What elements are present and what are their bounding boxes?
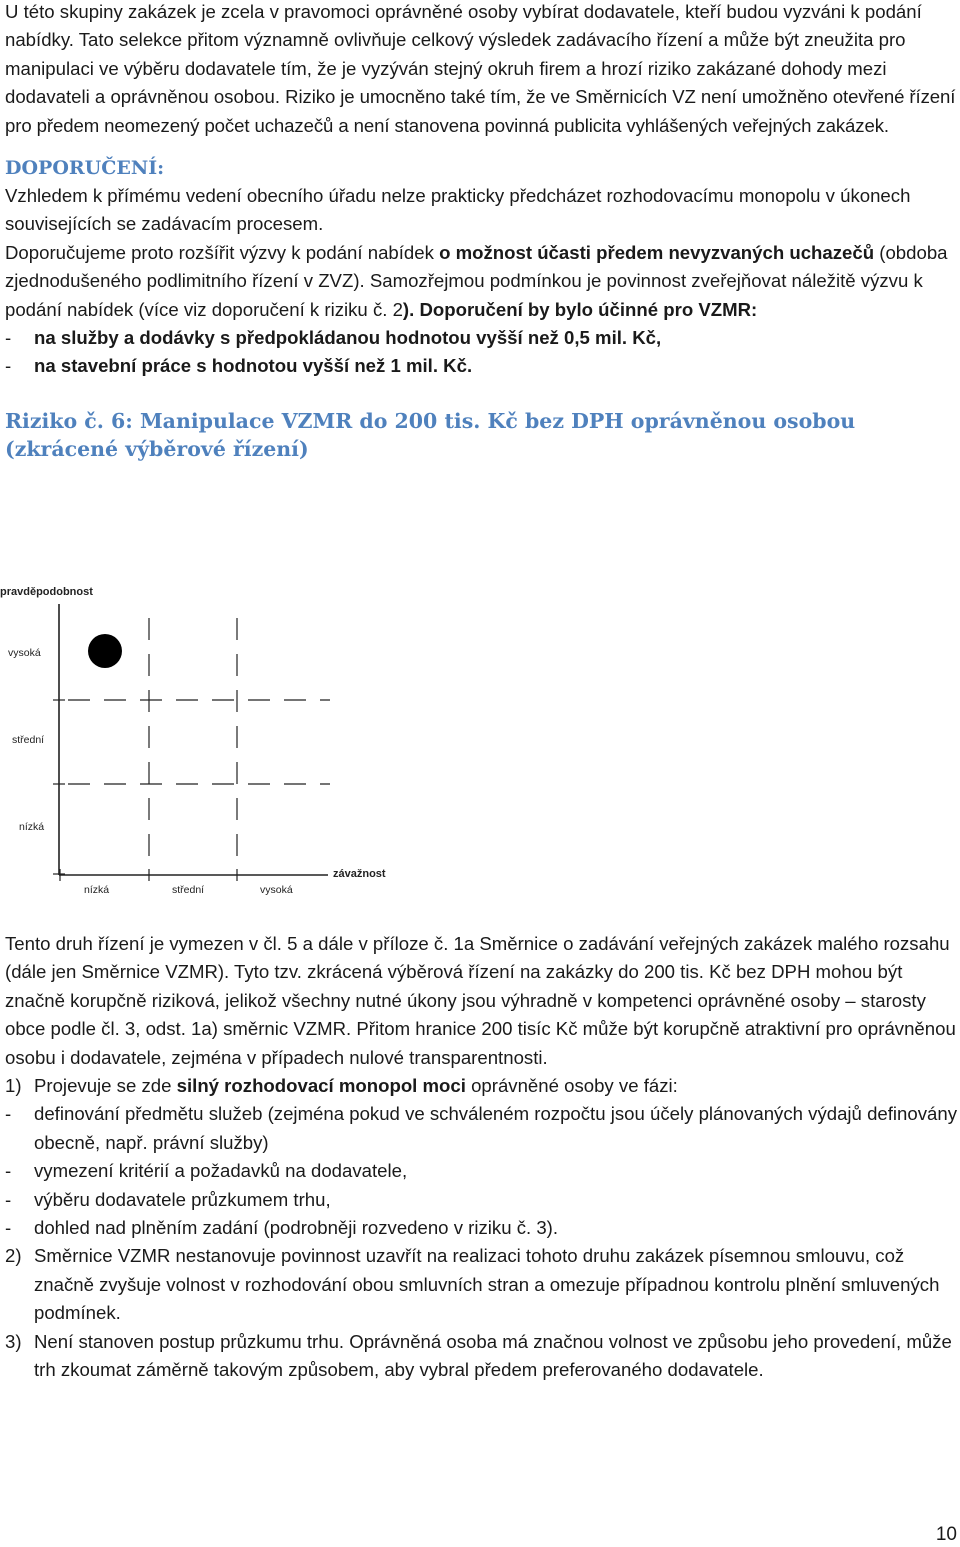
sub-item xyxy=(5,1186,957,1214)
recommendation-p2-b: o možnost účasti předem nevyzvaných uchazečů xyxy=(439,241,875,263)
body-section xyxy=(5,930,957,1385)
chart-layer xyxy=(0,586,386,896)
body-paragraph: Tento druh řízení je vymezen v čl. 5 a dále v příloze č. 1a Směrnice o zadávání veřejných zakázek malého rozsahu (dále jen Směrnice VZMR). Tyto tzv. zkrácená výběrová řízení na zakázky do 200 tis. Kč bez DPH mohou být značně korupčně riziková, jelikož všechny nutné úkony jsou výhradně v kompetenci oprávněné osoby – starosty obce podle čl. 3, odst. 1a) směrnic VZMR. Přitom hranice 200 tisíc Kč může být korupčně atraktivní pro oprávněnou osobu i dodavatele, zejména v případech nulové transparentnosti. xyxy=(5,933,956,1068)
bullet-text: na služby a dodávky s předpokládanou hodnotou vyšší než 0,5 mil. Kč, xyxy=(34,327,662,349)
sub-item xyxy=(5,1214,957,1242)
item-number: 3) xyxy=(5,1330,22,1352)
sub-item-dash: - xyxy=(5,1103,12,1125)
sub-item-text: výběru dodavatele průzkumem trhu, xyxy=(34,1188,331,1210)
y-tick-label: vysoká xyxy=(8,647,41,659)
risk-point xyxy=(88,634,122,668)
item-text-bold: silný rozhodovací monopol moci xyxy=(176,1075,466,1097)
recommendation-p2-d: ). Doporučení by bylo účinné pro VZMR: xyxy=(402,298,758,320)
risk-title: Riziko č. 6: Manipulace VZMR do 200 tis. Kč bez DPH oprávněnou osobou (zkrácené výběrové řízení) xyxy=(5,408,856,462)
numbered-item xyxy=(5,1072,957,1100)
recommendation-p2-a: Doporučujeme proto rozšířit výzvy k podání nabídek xyxy=(5,241,440,263)
recommendation-p2-c: (obdoba zjednodušeného podlimitního řízení v ZVZ). Samozřejmou podmínkou je povinnost zveřejňovat náležitě výzvu k podání nabídek (více viz doporučení k riziku č. 2 xyxy=(5,241,948,320)
recommendation-p1: Vzhledem k přímému vedení obecního úřadu nelze prakticky předcházet rozhodovacímu monopolu v úkonech souvisejících se zadávacím procesem. xyxy=(5,185,911,235)
y-tick-label: nízká xyxy=(19,821,45,833)
sub-item xyxy=(5,1157,957,1185)
x-tick-label: nízká xyxy=(84,884,110,896)
item-number: 2) xyxy=(5,1245,22,1267)
y-tick-label: střední xyxy=(12,734,45,746)
numbered-item xyxy=(5,1328,957,1385)
bullet-dash: - xyxy=(5,327,12,349)
sub-item-dash: - xyxy=(5,1160,12,1182)
numbered-item xyxy=(5,1242,957,1327)
sub-item-text: vymezení kritérií a požadavků na dodavatele, xyxy=(34,1160,408,1182)
recommendation-p2 xyxy=(5,239,957,324)
item-number: 1) xyxy=(5,1075,22,1097)
intro-text: U této skupiny zakázek je zcela v pravomoci oprávněné osoby vybírat dodavatele, kteří budou vyzváni k podání nabídky. Tato selekce přitom významně ovlivňuje celkový výsledek zadávacího řízení a může být zneužita pro manipulaci ve výběru dodavatele tím, že je vyzýván stejný okruh firem a hrozí riziko zakázané dohody mezi dodavateli a oprávněnou osobou. xyxy=(5,1,922,108)
bullet-dash: - xyxy=(5,355,12,377)
bullet-text: na stavební práce s hodnotou vyšší než 1 mil. Kč. xyxy=(34,355,473,377)
sub-item-text: definování předmětu služeb (zejména pokud ve schváleném rozpočtu jsou účely plánovaných výdajů definovány obecně, např. právní služby) xyxy=(34,1103,958,1153)
intro-text-2: Riziko je umocněno také tím, že ve Směrnicích VZ není umožněno otevřené řízení pro předem neomezený počet uchazečů a není stanovena povinná publicita vyhlášených veřejných zakázek. xyxy=(5,86,956,136)
recommendation-bullet xyxy=(5,324,957,352)
item-text-c: oprávněné osoby ve fázi: xyxy=(465,1075,678,1097)
intro-paragraph xyxy=(5,0,957,140)
sub-item-text: dohled nad plněním zadání (podrobněji rozvedeno v riziku č. 3). xyxy=(34,1217,559,1239)
item-text: Není stanoven postup průzkumu trhu. Oprávněná osoba má značnou volnost ve způsobu jeho provedení, může trh zkoumat záměrně takovým způsobem, aby vybral předem preferovaného dodavatele. xyxy=(34,1330,952,1381)
sub-item-dash: - xyxy=(5,1188,12,1210)
y-axis-title: pravděpodobnost xyxy=(0,586,93,598)
page-number: 10 xyxy=(935,1524,957,1545)
x-tick-label: střední xyxy=(172,884,205,896)
document-page xyxy=(5,0,957,464)
recommendation-section xyxy=(5,154,957,381)
recommendation-heading: DOPORUČENÍ: xyxy=(5,157,165,180)
x-tick-label: vysoká xyxy=(260,884,293,896)
recommendation-bullet xyxy=(5,352,957,380)
sub-item-dash: - xyxy=(5,1217,12,1239)
item-text: Směrnice VZMR nestanovuje povinnost uzavřít na realizaci tohoto druhu zakázek písemnou smlouvu, což značně zvyšuje volnost v rozhodování obou smluvních stran a omezuje případnou kontrolu plnění smluvených podmínek. xyxy=(34,1245,940,1324)
item-text-a: Projevuje se zde xyxy=(34,1075,177,1097)
sub-item xyxy=(5,1100,957,1157)
item-text xyxy=(34,1072,678,1100)
x-axis-title: závažnost xyxy=(333,868,386,880)
risk-matrix-chart xyxy=(0,578,420,900)
